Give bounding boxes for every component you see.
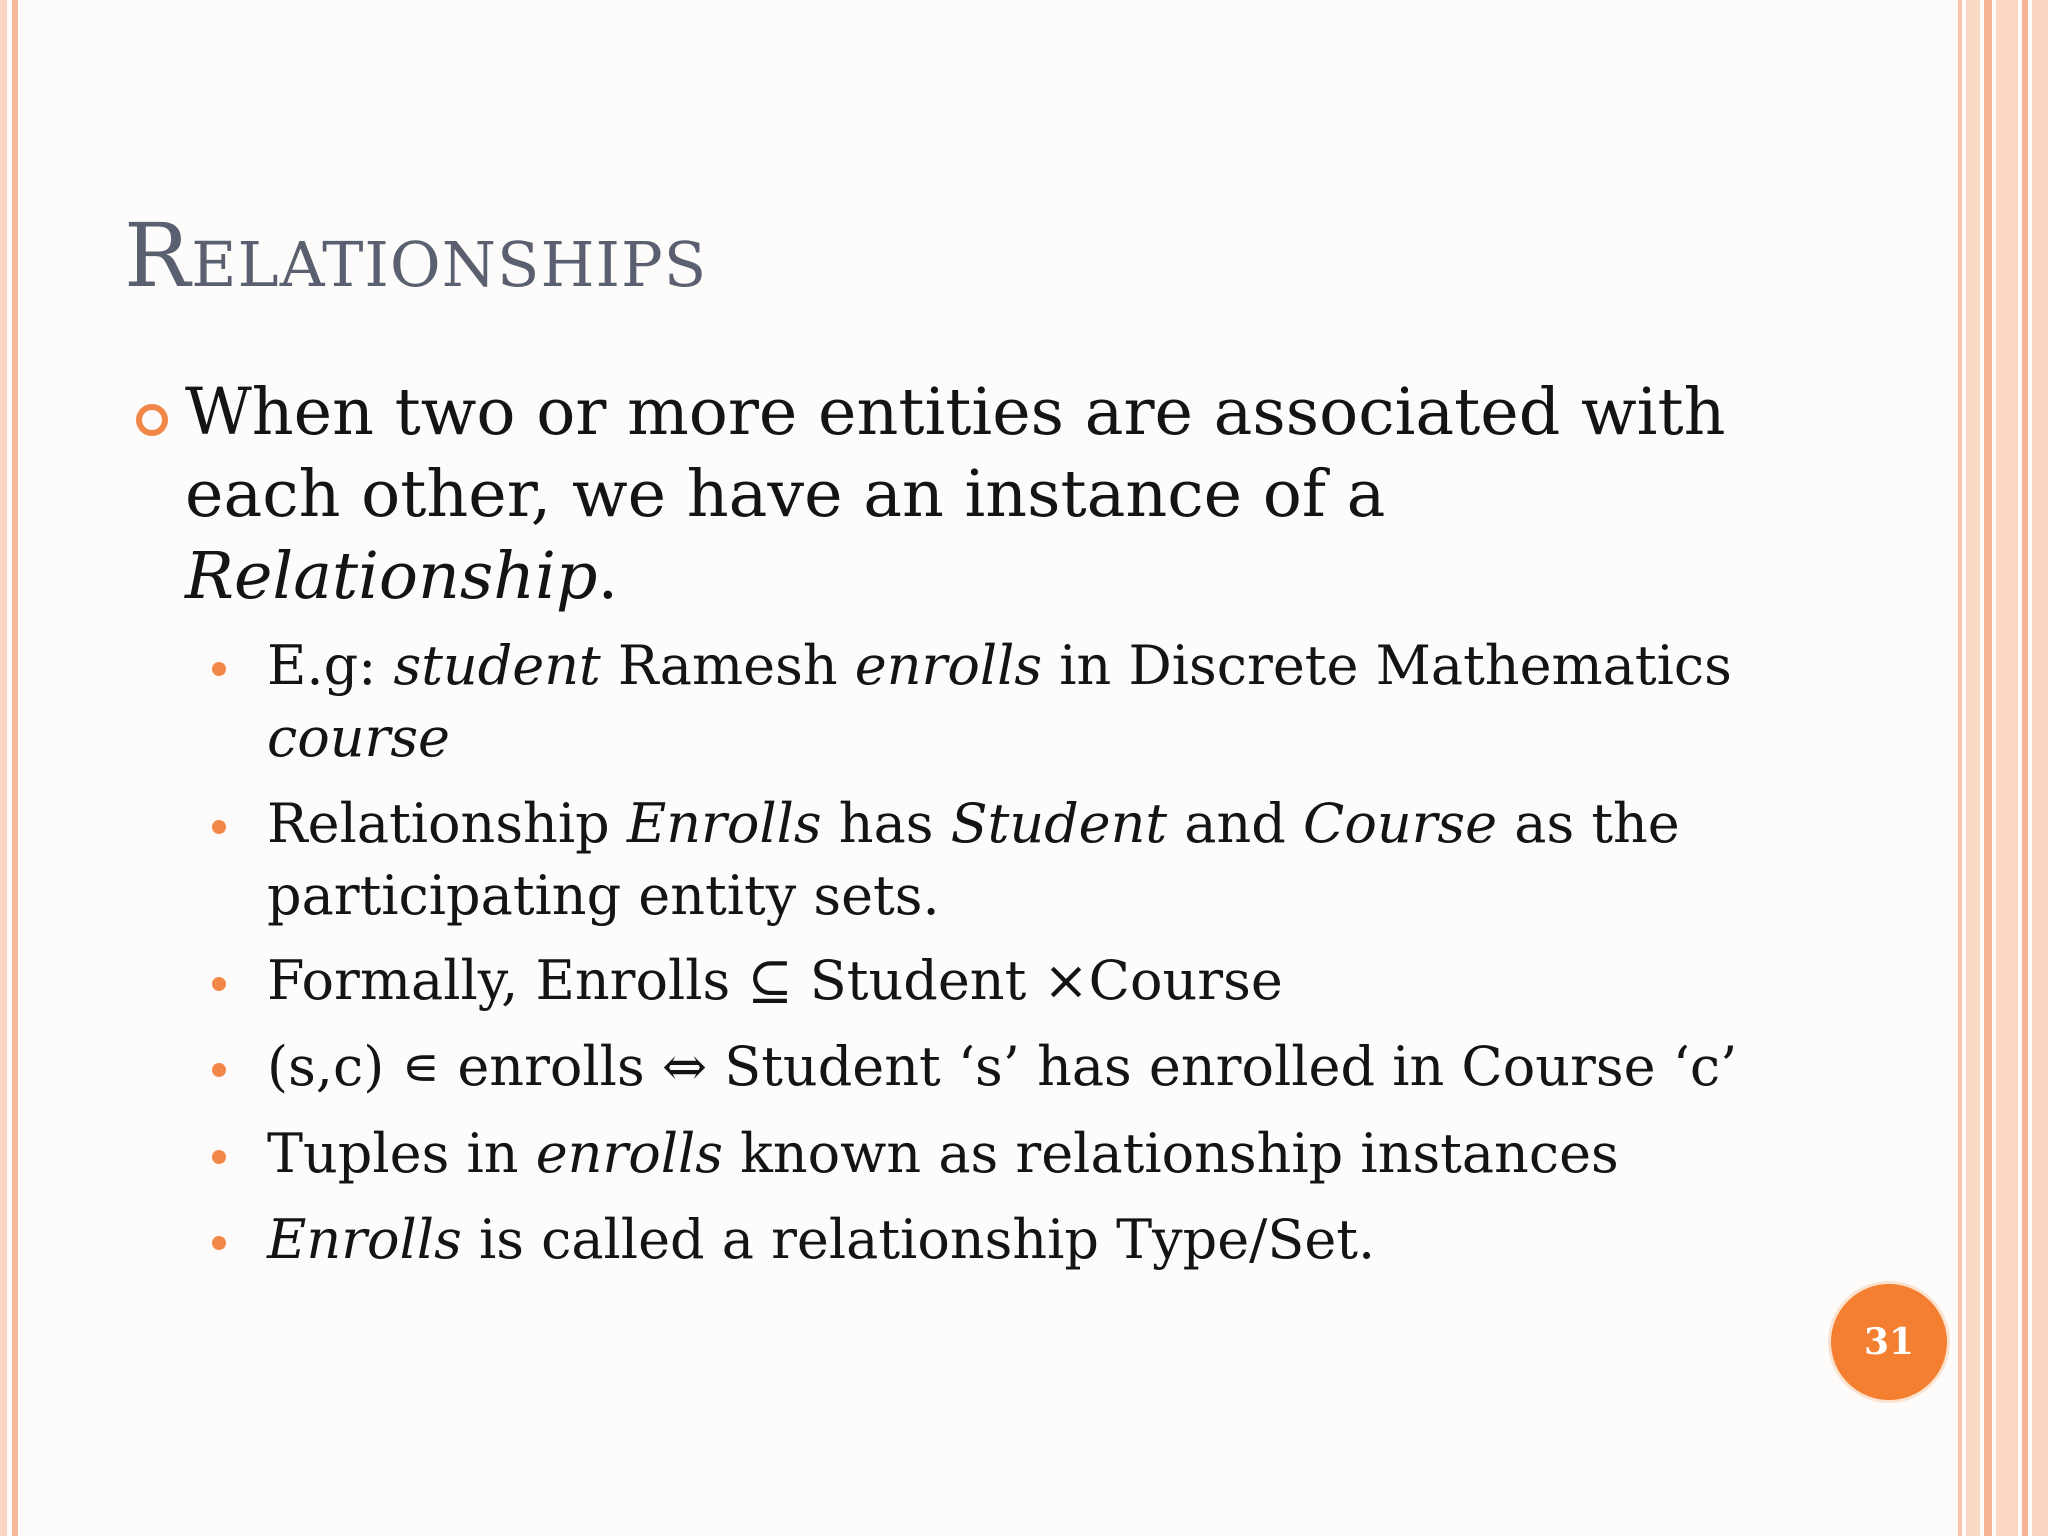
dot-bullet-icon	[212, 820, 226, 834]
sub-point-italic-text: Student	[950, 792, 1168, 855]
main-point-italic: Relationship	[185, 539, 598, 614]
left-border-stripe	[0, 0, 7, 1536]
dot-bullet-icon	[212, 1063, 226, 1077]
main-point	[185, 372, 1745, 618]
left-border-stripe-inner	[12, 0, 18, 1536]
dot-bullet-icon	[212, 1236, 226, 1250]
sub-point-italic-text: student	[393, 634, 601, 697]
right-border-stripe-2	[1966, 0, 1980, 1536]
sub-point-text: in Discrete Mathematics	[1042, 634, 1732, 697]
sub-point-text: and	[1167, 792, 1303, 855]
dot-bullet-icon	[212, 662, 226, 676]
sub-point-text: (s,c) ∊ enrolls ⇔ Student ‘s’ has enrolled in Course ‘c’	[267, 1035, 1738, 1098]
sub-point-text: Formally, Enrolls ⊆ Student ×Course	[267, 949, 1283, 1012]
sub-point-text: has	[821, 792, 951, 855]
sub-point-italic-text: Course	[1303, 792, 1498, 855]
right-border-stripe-3	[1984, 0, 1992, 1536]
ring-bullet-icon	[136, 404, 168, 436]
dot-bullet-icon	[212, 1150, 226, 1164]
sub-point-italic-text: enrolls	[535, 1122, 723, 1185]
sub-point-6	[267, 1204, 1767, 1276]
main-point-text: When two or more entities are associated with each other, we have an instance of a	[185, 375, 1726, 532]
right-border-stripe-4	[1996, 0, 2018, 1536]
sub-point-text: as the participating entity sets.	[267, 792, 1680, 927]
main-point-end: .	[597, 539, 619, 614]
sub-point-text: E.g:	[267, 634, 394, 697]
sub-point-italic-text: Enrolls	[267, 1208, 462, 1271]
right-border-stripe-5	[2022, 0, 2028, 1536]
right-border-stripe-6	[2032, 0, 2048, 1536]
sub-point-5	[267, 1118, 1767, 1190]
sub-point-2	[267, 788, 1767, 932]
sub-point-3	[267, 945, 1767, 1017]
sub-point-italic-text: enrolls	[854, 634, 1043, 697]
sub-point-text: Tuples in	[267, 1122, 536, 1185]
sub-point-italic-text: Enrolls	[626, 792, 822, 855]
sub-point-text: known as relationship instances	[723, 1122, 1619, 1185]
right-border-stripe-1	[1958, 0, 1962, 1536]
sub-point-text: Ramesh	[600, 634, 855, 697]
dot-bullet-icon	[212, 977, 226, 991]
slide-title: Relationships	[124, 204, 708, 307]
sub-point-1	[267, 630, 1767, 774]
sub-point-italic-text: course	[267, 706, 451, 769]
sub-point-text: is called a relationship Type/Set.	[461, 1208, 1376, 1271]
sub-point-text: Relationship	[267, 792, 627, 855]
sub-point-4	[267, 1031, 1767, 1103]
page-number-badge: 31	[1828, 1281, 1950, 1403]
